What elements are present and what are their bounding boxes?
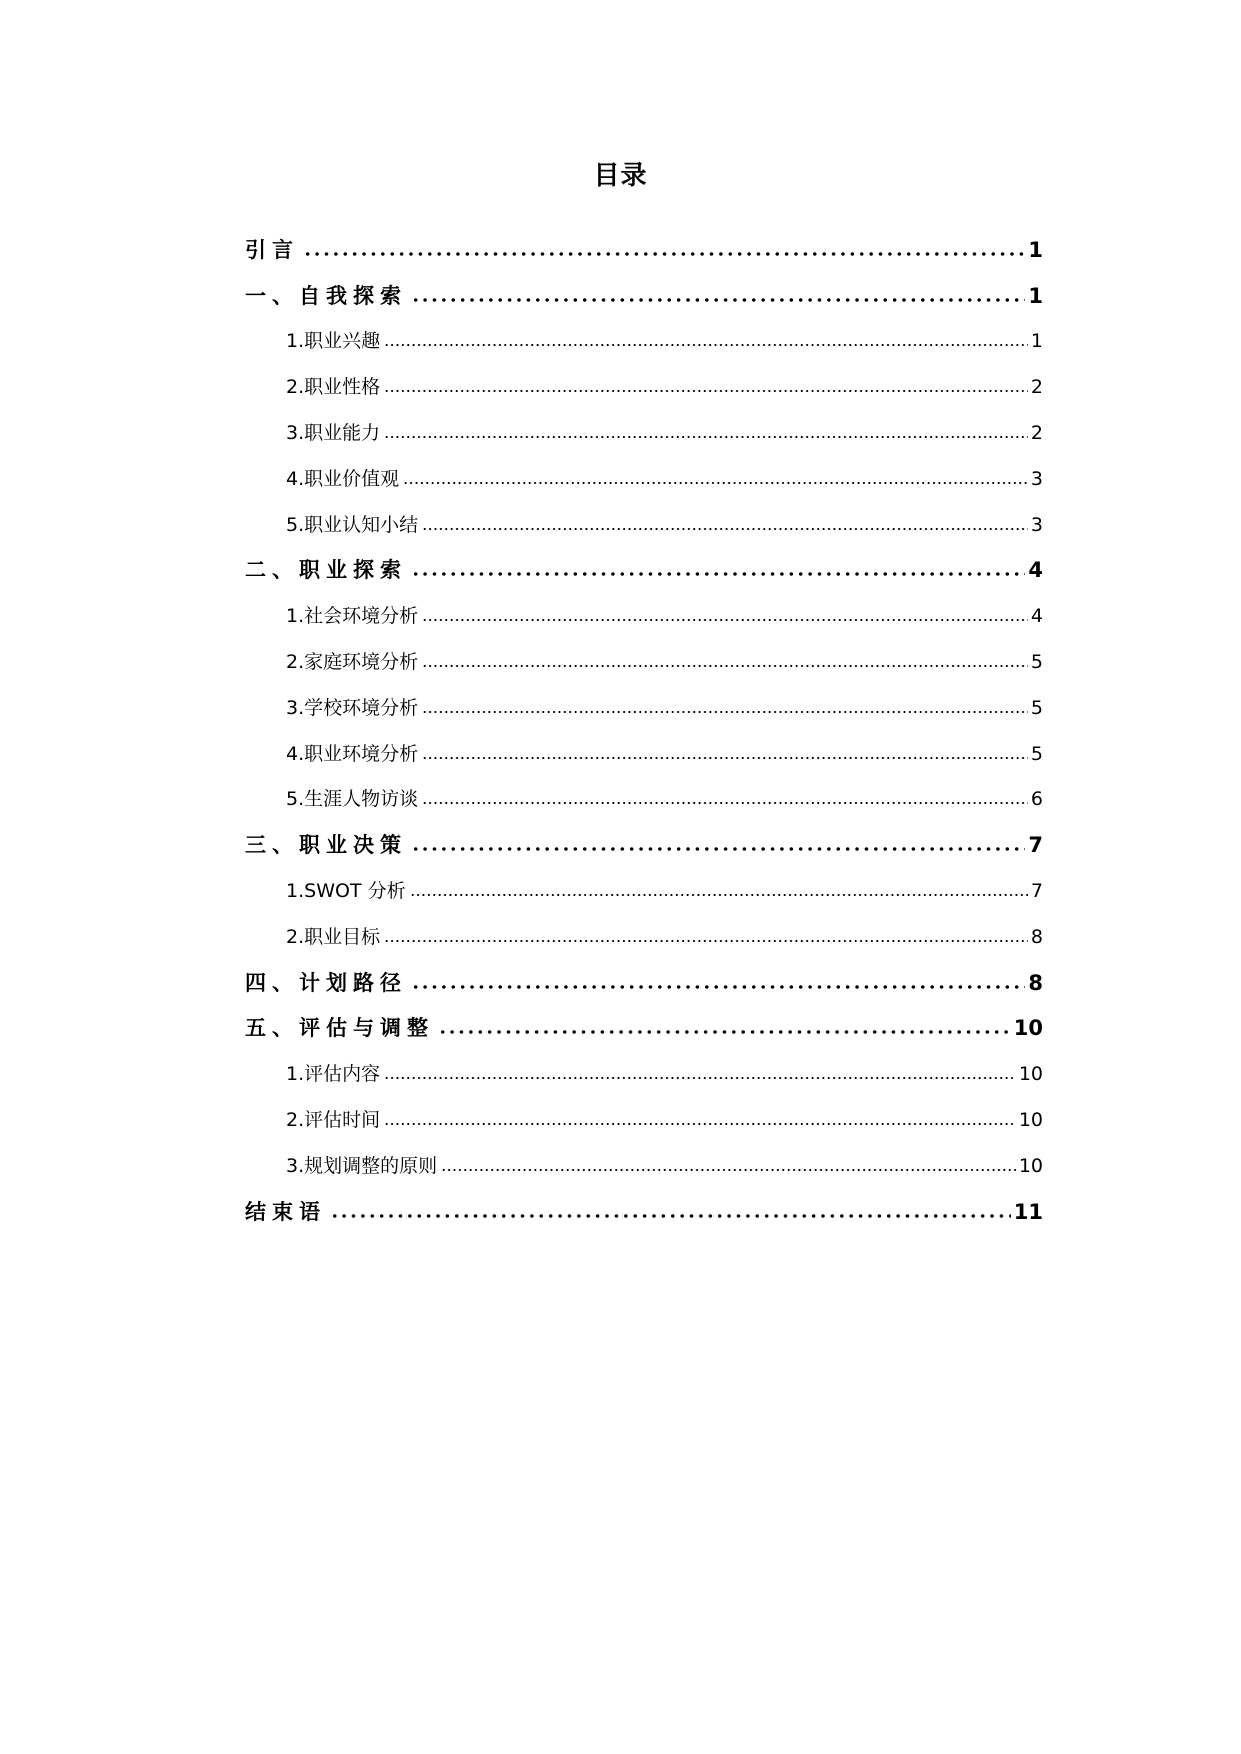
dot-leader (330, 1213, 1011, 1219)
page-title: 目录 (593, 161, 648, 191)
dot-leader (411, 297, 1025, 303)
table-of-contents (245, 222, 1043, 1230)
toc-section-entry[interactable] (245, 680, 1043, 726)
dot-leader (411, 984, 1025, 990)
toc-entry-title: 4.职业环境分析 (286, 742, 419, 765)
toc-entry-title: 1.职业兴趣 (286, 330, 381, 353)
toc-chapter-entry[interactable] (245, 268, 1043, 314)
toc-section-entry[interactable] (245, 1092, 1043, 1138)
toc-entry-title: 1.SWOT 分析 (286, 879, 406, 902)
toc-entry-title: 五、评估与调整 (245, 1016, 434, 1041)
toc-page-number: 7 (1028, 833, 1043, 858)
toc-section-entry[interactable] (245, 772, 1043, 818)
dot-leader (384, 938, 1028, 944)
toc-entry-title: 4.职业价值观 (286, 467, 400, 490)
dot-leader (384, 1075, 1016, 1081)
toc-section-entry[interactable] (245, 909, 1043, 955)
toc-entry-title: 三、职业决策 (245, 833, 407, 858)
toc-section-entry[interactable] (245, 314, 1043, 360)
toc-section-entry[interactable] (245, 451, 1043, 497)
dot-leader (384, 342, 1028, 348)
dot-leader (384, 434, 1028, 440)
toc-entry-title: 结束语 (245, 1199, 326, 1224)
toc-section-entry[interactable] (245, 726, 1043, 772)
dot-leader (411, 571, 1025, 577)
toc-page-number: 10 (1018, 1108, 1043, 1131)
dot-leader (384, 1121, 1016, 1127)
toc-page-number: 2 (1030, 421, 1043, 444)
toc-section-entry[interactable] (245, 634, 1043, 680)
toc-section-entry[interactable] (245, 588, 1043, 634)
dot-leader (422, 617, 1028, 623)
toc-section-entry[interactable] (245, 1138, 1043, 1184)
dot-leader (438, 1029, 1011, 1035)
toc-section-entry[interactable] (245, 497, 1043, 543)
toc-page-number: 3 (1030, 467, 1043, 490)
dot-leader (422, 663, 1028, 669)
toc-entry-title: 3.职业能力 (286, 421, 381, 444)
toc-entry-title: 2.家庭环境分析 (286, 650, 419, 673)
toc-chapter-entry[interactable] (245, 955, 1043, 1001)
toc-page-number: 5 (1030, 696, 1043, 719)
toc-entry-title: 引言 (245, 237, 299, 262)
dot-leader (410, 892, 1028, 898)
toc-page-number: 10 (1018, 1154, 1043, 1177)
toc-entry-title: 四、计划路径 (245, 970, 407, 995)
toc-entry-title: 2.评估时间 (286, 1108, 381, 1131)
dot-leader (422, 709, 1028, 715)
toc-page-number: 10 (1013, 1016, 1043, 1041)
toc-entry-title: 3.学校环境分析 (286, 696, 419, 719)
toc-page-number: 6 (1030, 788, 1043, 811)
dot-leader (384, 388, 1028, 394)
toc-entry-title: 2.职业目标 (286, 925, 381, 948)
toc-chapter-entry[interactable] (245, 817, 1043, 863)
dot-leader (303, 251, 1025, 257)
dot-leader (422, 800, 1028, 806)
dot-leader (441, 1167, 1016, 1173)
dot-leader (422, 755, 1028, 761)
toc-page-number: 5 (1030, 742, 1043, 765)
toc-chapter-entry[interactable] (245, 1001, 1043, 1047)
toc-chapter-entry[interactable] (245, 543, 1043, 589)
toc-entry-title: 1.评估内容 (286, 1063, 381, 1086)
toc-section-entry[interactable] (245, 359, 1043, 405)
toc-page-number: 7 (1030, 879, 1043, 902)
toc-entry-title: 二、职业探索 (245, 558, 407, 583)
toc-page-number: 5 (1030, 650, 1043, 673)
toc-section-entry[interactable] (245, 405, 1043, 451)
toc-page-number: 1 (1028, 237, 1043, 262)
toc-entry-title: 1.社会环境分析 (286, 605, 419, 628)
toc-entry-title: 一、自我探索 (245, 283, 407, 308)
dot-leader (411, 846, 1025, 852)
toc-page-number: 3 (1030, 513, 1043, 536)
dot-leader (403, 480, 1028, 486)
toc-chapter-entry[interactable] (245, 222, 1043, 268)
toc-entry-title: 3.规划调整的原则 (286, 1154, 438, 1177)
toc-page-number: 1 (1030, 330, 1043, 353)
toc-page-number: 1 (1028, 283, 1043, 308)
toc-section-entry[interactable] (245, 863, 1043, 909)
toc-page-number: 8 (1028, 970, 1043, 995)
dot-leader (422, 526, 1028, 532)
toc-page-number: 8 (1030, 925, 1043, 948)
toc-entry-title: 2.职业性格 (286, 376, 381, 399)
toc-page-number: 10 (1018, 1063, 1043, 1086)
toc-entry-title: 5.生涯人物访谈 (286, 788, 419, 811)
toc-page-number: 4 (1028, 558, 1043, 583)
toc-entry-title: 5.职业认知小结 (286, 513, 419, 536)
toc-page-number: 4 (1030, 605, 1043, 628)
toc-section-entry[interactable] (245, 1046, 1043, 1092)
toc-chapter-entry[interactable] (245, 1184, 1043, 1230)
toc-page-number: 2 (1030, 376, 1043, 399)
toc-page-number: 11 (1013, 1199, 1043, 1224)
